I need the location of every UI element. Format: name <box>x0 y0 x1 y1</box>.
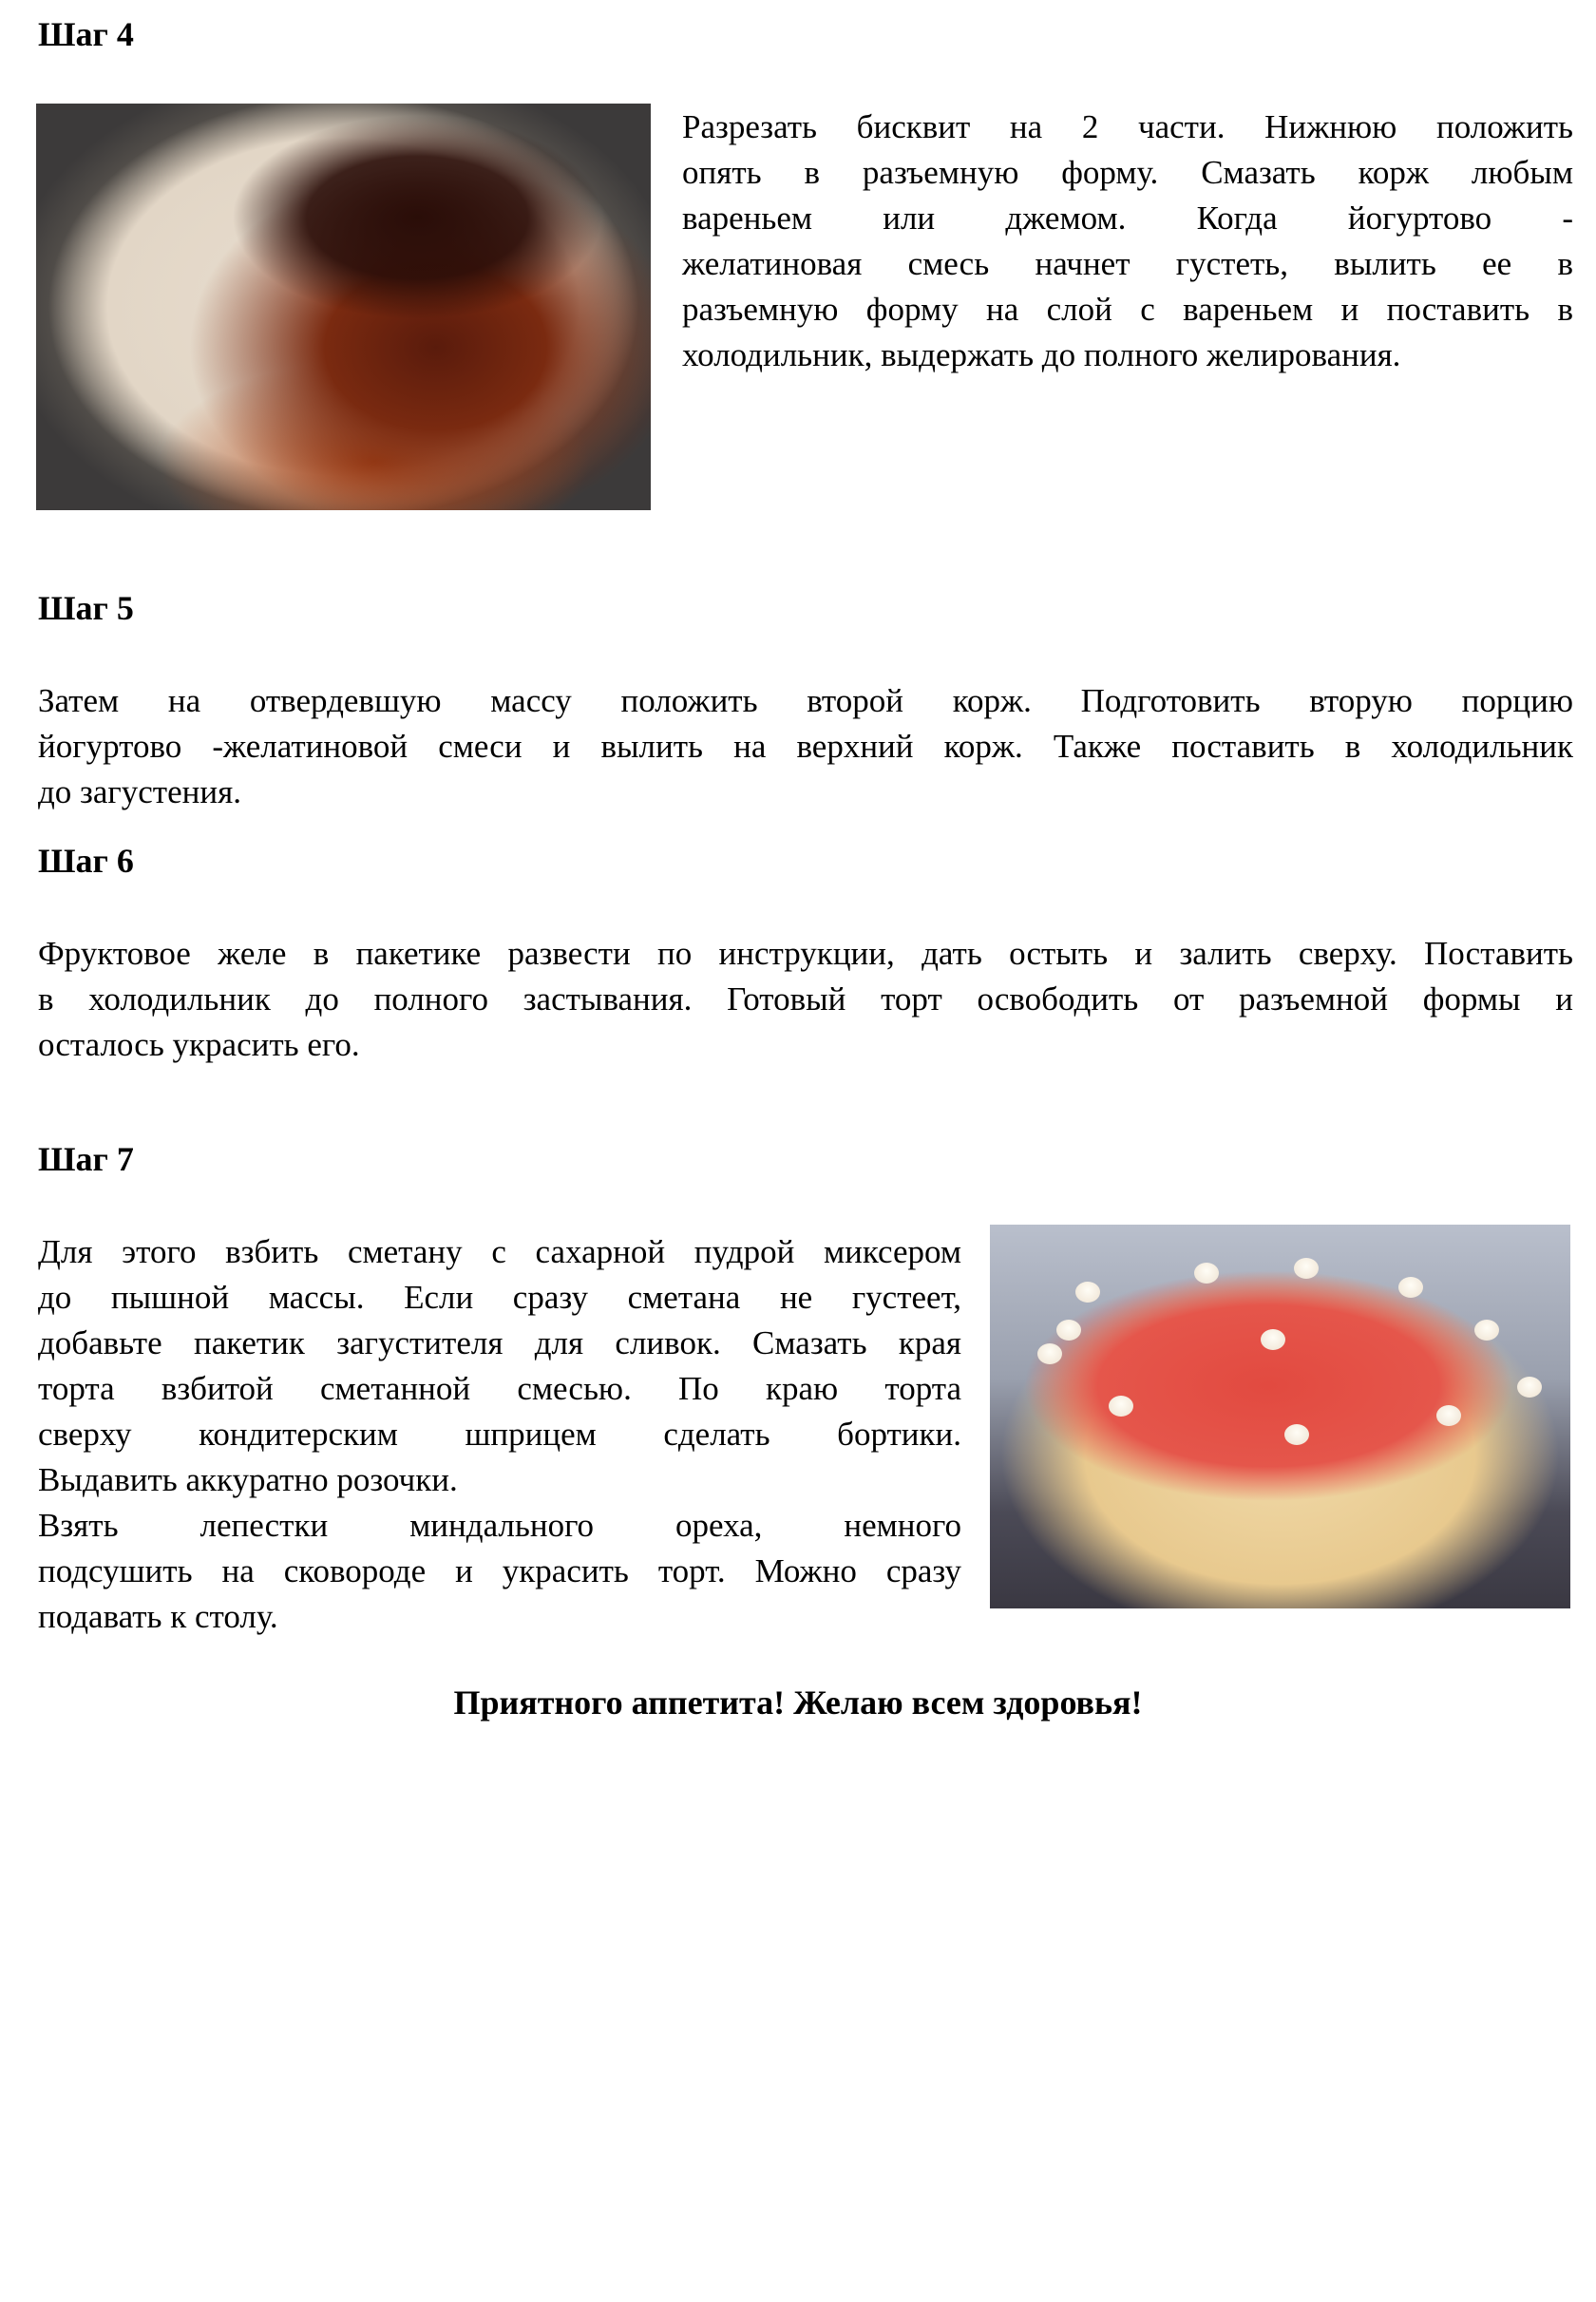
finished-cake-photo <box>990 1225 1570 1608</box>
cream-rosette <box>1294 1258 1319 1279</box>
text-line: разъемную форму на слой с вареньем и поставить в <box>682 291 1573 328</box>
text-line: подсушить на сковороде и украсить торт. Можно сразу <box>38 1552 961 1589</box>
cream-rosette <box>1056 1320 1081 1341</box>
text-line: подавать к столу. <box>38 1598 278 1635</box>
text-line: холодильник, выдержать до полного желирования. <box>682 336 1401 373</box>
text-line: йогуртово -желатиновой смеси и вылить на верхний корж. Также поставить в холодильник <box>38 728 1573 765</box>
step-5-text <box>38 678 1573 815</box>
text-line: Для этого взбить сметану с сахарной пудрой миксером <box>38 1233 961 1270</box>
text-line: Выдавить аккуратно розочки. <box>38 1461 458 1498</box>
cream-rosette <box>1517 1377 1542 1398</box>
cream-rosette <box>1075 1282 1100 1303</box>
text-line: опять в разъемную форму. Смазать корж любым <box>682 154 1573 191</box>
cream-rosette <box>1261 1329 1285 1350</box>
closing-wish: Приятного аппетита! Желаю всем здоровья! <box>453 1684 1143 1722</box>
text-line: Взять лепестки миндального ореха, немного <box>38 1507 961 1544</box>
text-line: Затем на отвердевшую массу положить второй корж. Подготовить вторую порцию <box>38 682 1573 719</box>
text-line: желатиновая смесь начнет густеть, вылить ее в <box>682 245 1573 282</box>
text-line: торта взбитой сметанной смесью. По краю торта <box>38 1370 961 1407</box>
text-line: Фруктовое желе в пакетике развести по инструкции, дать остыть и залить сверху. Поставить <box>38 935 1573 972</box>
step-7-text <box>38 1229 961 1640</box>
text-line: сверху кондитерским шприцем сделать бортики. <box>38 1416 961 1453</box>
text-line: добавьте пакетик загустителя для сливок. Смазать края <box>38 1324 961 1361</box>
step-4-heading: Шаг 4 <box>38 15 134 53</box>
step-6-text <box>38 931 1573 1068</box>
sponge-cake-with-jam-photo <box>36 104 651 510</box>
text-line: в холодильник до полного застывания. Готовый торт освободить от разъемной формы и <box>38 980 1573 1018</box>
cream-rosette <box>1398 1277 1423 1298</box>
cream-rosette <box>1194 1263 1219 1284</box>
text-line: до загустения. <box>38 773 241 810</box>
step-5-heading: Шаг 5 <box>38 589 134 627</box>
step-7-heading: Шаг 7 <box>38 1140 134 1178</box>
step-6-heading: Шаг 6 <box>38 842 134 880</box>
text-line: Разрезать бисквит на 2 части. Нижнюю положить <box>682 108 1573 145</box>
cream-rosette <box>1284 1424 1309 1445</box>
text-line: осталось украсить его. <box>38 1026 360 1063</box>
text-line: вареньем или джемом. Когда йогуртово - <box>682 200 1573 237</box>
cream-rosette <box>1474 1320 1499 1341</box>
cream-rosette <box>1037 1343 1062 1364</box>
cream-rosette <box>1109 1396 1133 1417</box>
step-4-text <box>682 105 1573 378</box>
text-line: до пышной массы. Если сразу сметана не густеет, <box>38 1279 961 1316</box>
cream-rosette <box>1436 1405 1461 1426</box>
